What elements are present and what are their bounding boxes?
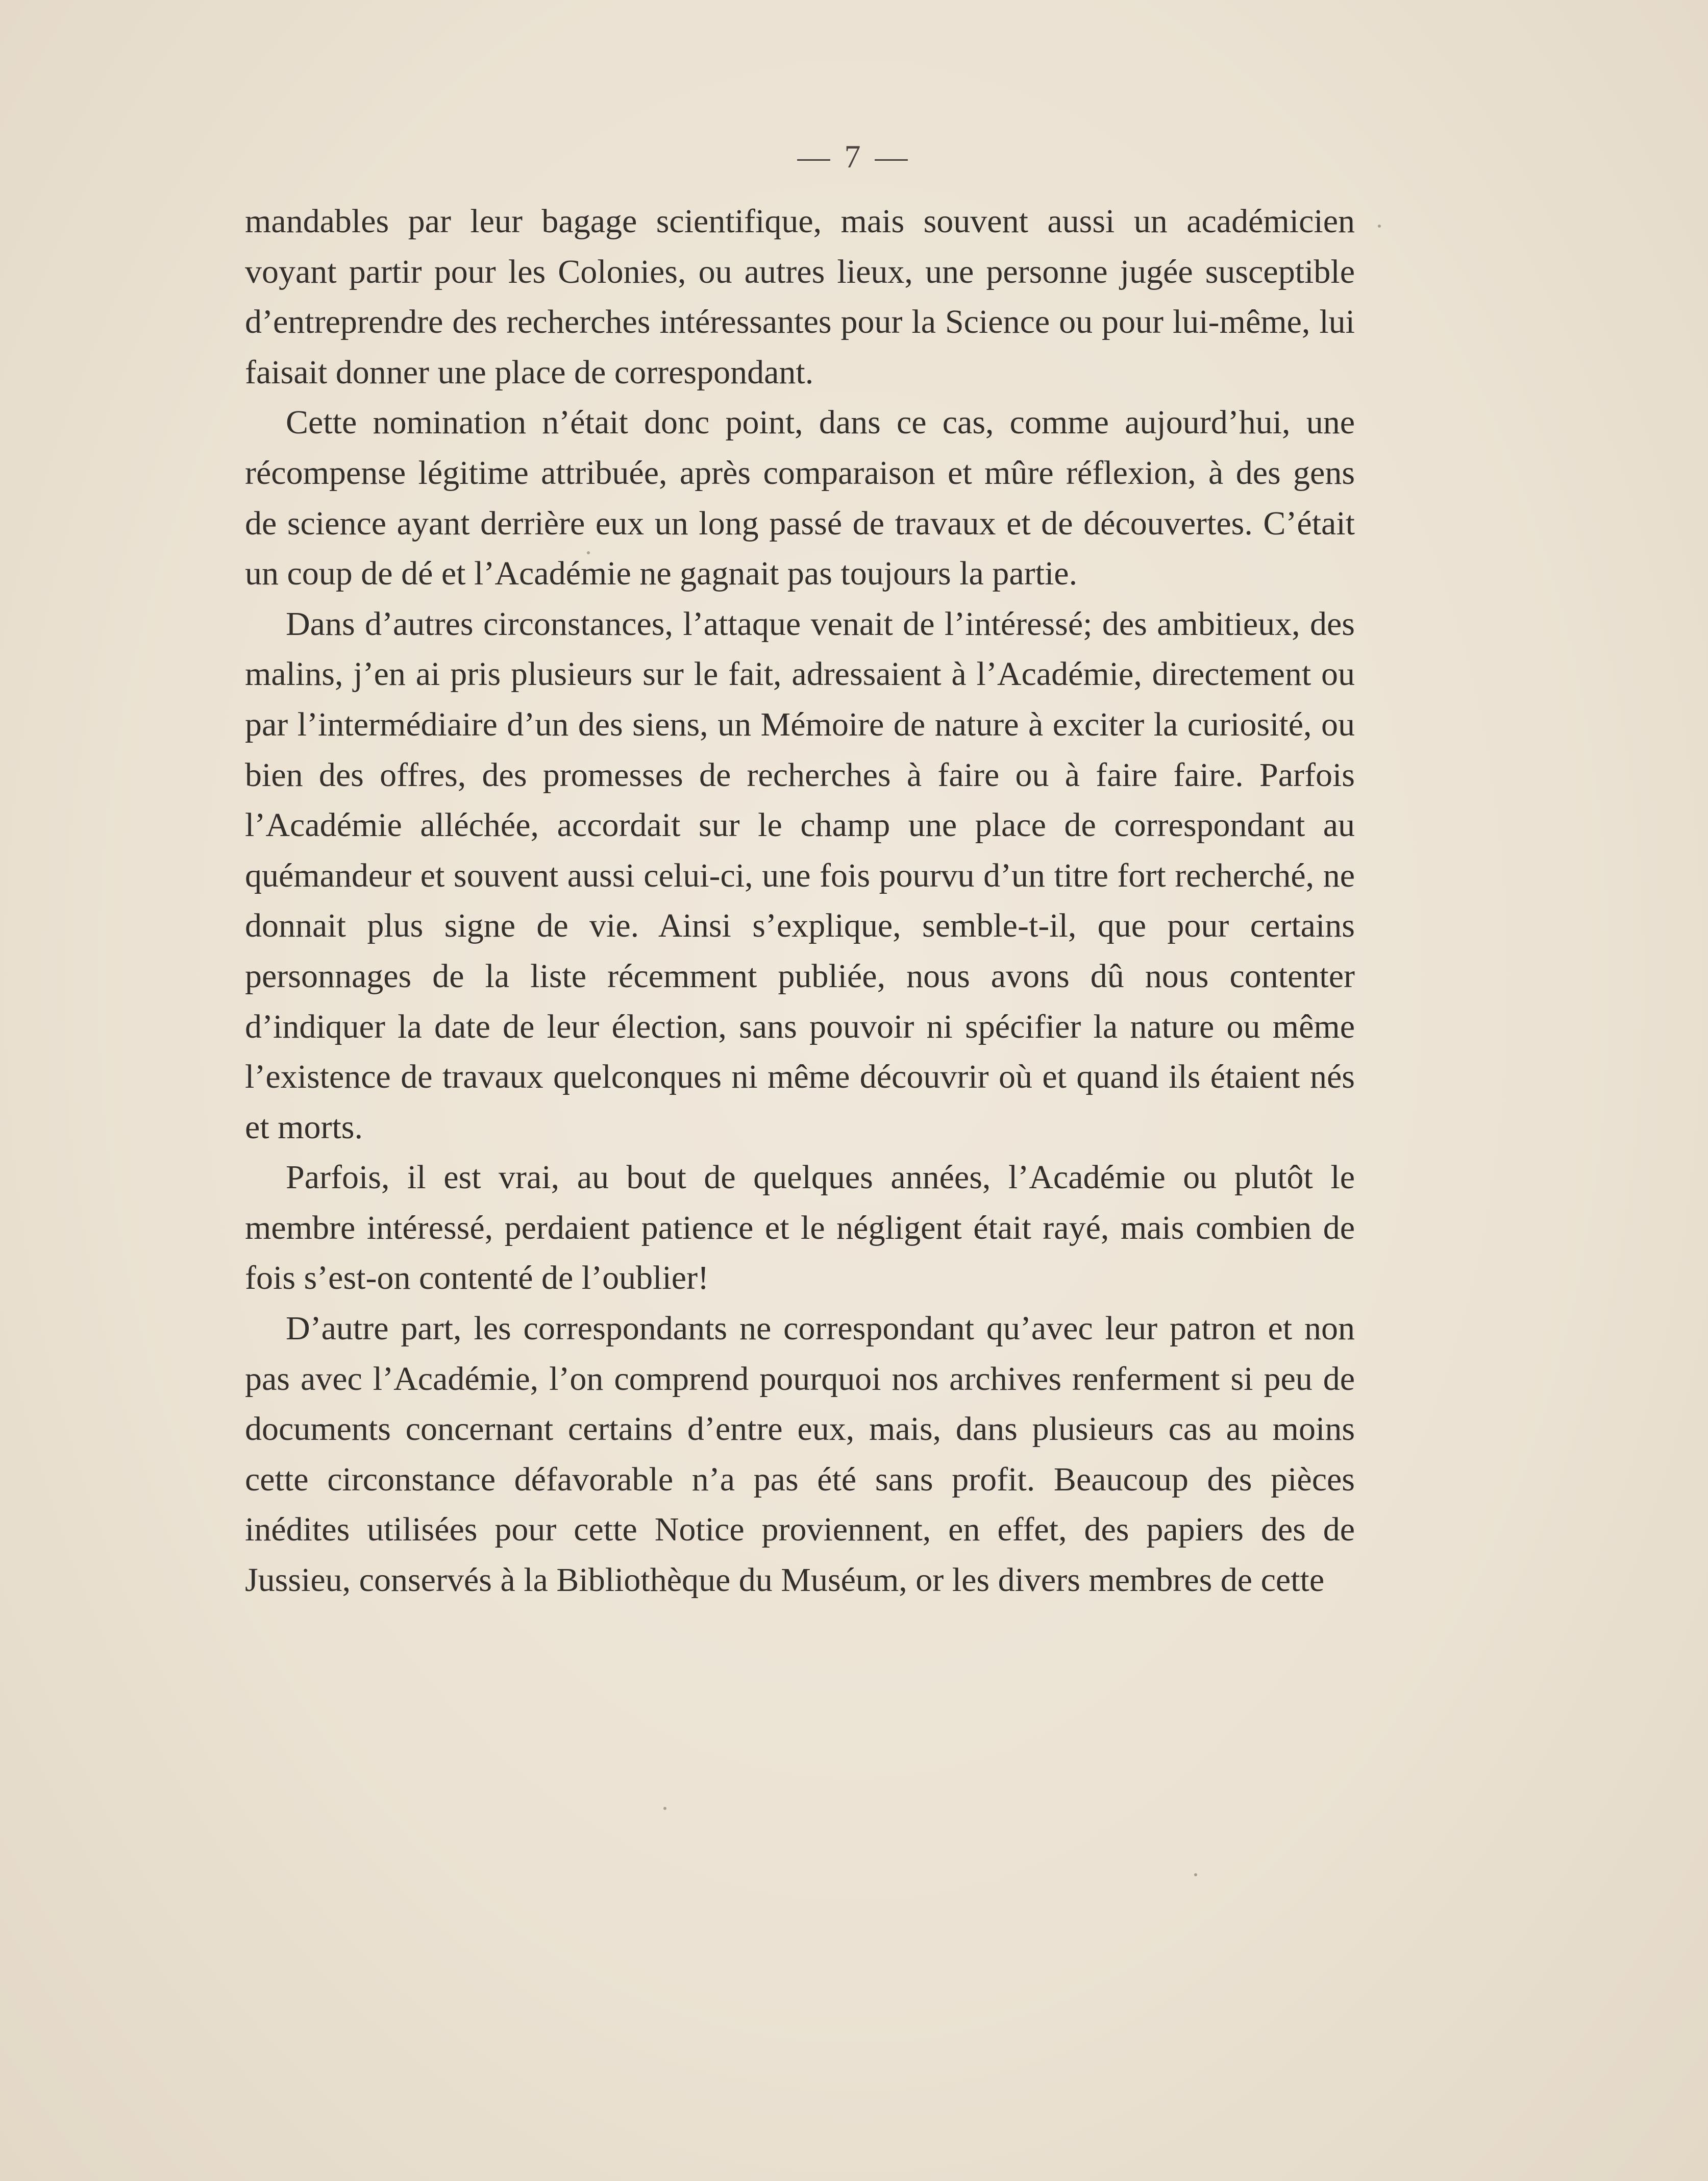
paragraph-2: Cette nomination n’était donc point, dans ce cas, comme aujourd’hui, une récompense légitime attribuée, après comparaison et mûre réflexion, à des gens de science ayant derrière eux un long passé de travaux et de découvertes. C’était un coup de dé et l’Académie ne gagnait pas toujours la partie. <box>245 404 1355 593</box>
paper-speck <box>587 551 590 554</box>
body-text <box>245 197 1355 1606</box>
paper-speck <box>663 1807 666 1810</box>
paragraph-3: Dans d’autres circonstances, l’attaque venait de l’intéressé; des ambitieux, des malins, j’en ai pris plusieurs sur le fait, adressaient à l’Académie, directement ou par l’intermédiaire d’un des siens, un Mémoire de nature à exciter la curiosité, ou bien des offres, des promesses de recherches à faire ou à faire faire. Parfois l’Académie alléchée, accordait sur le champ une place de correspondant au quémandeur et souvent aussi celui-ci, une fois pourvu d’un titre fort recherché, ne donnait plus signe de vie. Ainsi s’explique, semble-t-il, que pour certains personnages de la liste récemment publiée, nous avons dû nous contenter d’indiquer la date de leur élection, sans pouvoir ni spécifier la nature ou même l’existence de travaux quelconques ni même découvrir où et quand ils étaient nés et morts. <box>245 605 1355 1146</box>
paragraph-5: D’autre part, les correspondants ne correspondant qu’avec leur patron et non pas avec l’Académie, l’on comprend pourquoi nos archives renferment si peu de documents concernant certains d’entre eux, mais, dans plusieurs cas au moins cette circonstance défavorable n’a pas été sans profit. Beaucoup des pièces inédites utilisées pour cette Notice proviennent, en effet, des papiers des de Jussieu, conservés à la Bibliothèque du Muséum, or les divers membres de cette <box>245 1310 1355 1599</box>
paper-speck <box>1378 225 1381 228</box>
paper-speck <box>1194 1873 1197 1876</box>
paragraph-4: Parfois, il est vrai, au bout de quelques années, l’Académie ou plutôt le membre intéressé, perdaient patience et le négligent était rayé, mais combien de fois s’est-on contenté de l’oublier! <box>245 1159 1355 1297</box>
paragraph-1: mandables par leur bagage scientifique, mais souvent aussi un académicien voyant partir pour les Colonies, ou autres lieux, une personne jugée susceptible d’entreprendre des recherches intéressantes pour la Science ou pour lui-même, lui faisait donner une place de correspondant. <box>245 203 1355 391</box>
page-number: — 7 — <box>797 138 911 175</box>
